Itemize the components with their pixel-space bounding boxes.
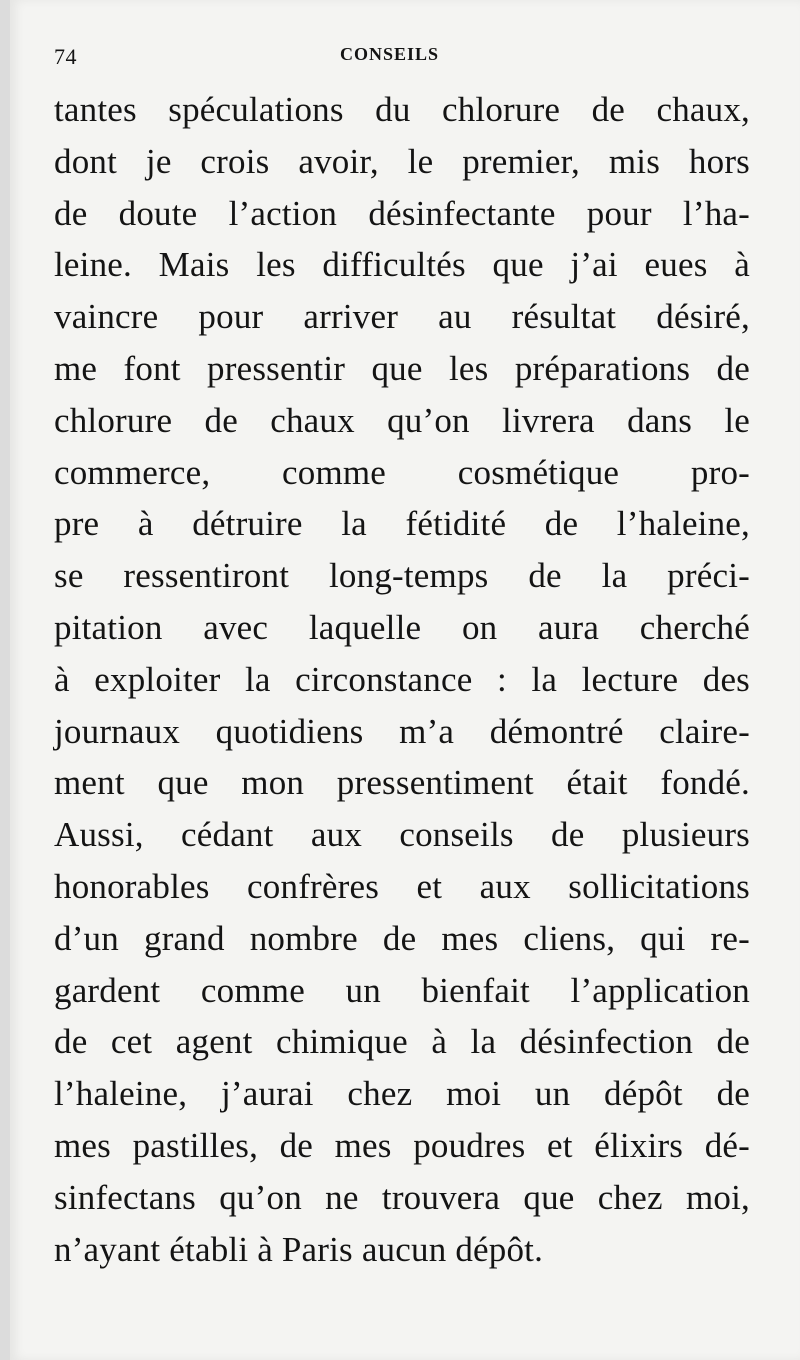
- text-line: ment que mon pressentiment était fondé.: [54, 763, 750, 803]
- text-line: journaux quotidiens m’a démontré claire-: [54, 711, 750, 751]
- page-number: 74: [54, 44, 77, 69]
- text-line: leine. Mais les difficultés que j’ai eues à: [54, 245, 750, 285]
- text-line: à exploiter la circonstance : la lecture des: [54, 659, 750, 699]
- running-title: CONSEILS: [340, 44, 440, 64]
- text-line: mes pastilles, de mes poudres et élixirs dé-: [54, 1125, 750, 1165]
- text-line: d’un grand nombre de mes cliens, qui re-: [54, 918, 750, 958]
- text-line: de doute l’action désinfectante pour l’ha-: [54, 193, 750, 233]
- text-line: Aussi, cédant aux conseils de plusieurs: [54, 815, 750, 855]
- text-line: dont je crois avoir, le premier, mis hors: [54, 141, 750, 181]
- text-line: vaincre pour arriver au résultat désiré,: [54, 297, 750, 337]
- page-header: [0, 38, 800, 74]
- body-text: [54, 84, 750, 1275]
- text-line: commerce, comme cosmétique pro-: [54, 452, 750, 492]
- text-line: sinfectans qu’on ne trouvera que chez moi,: [54, 1177, 750, 1217]
- text-line: gardent comme un bienfait l’application: [54, 970, 750, 1010]
- text-line: l’haleine, j’aurai chez moi un dépôt de: [54, 1074, 750, 1114]
- text-line: se ressentiront long-temps de la préci-: [54, 556, 750, 596]
- text-line: me font pressentir que les préparations de: [54, 348, 750, 388]
- text-line: pre à détruire la fétidité de l’haleine,: [54, 504, 750, 544]
- text-line-last: n’ayant établi à Paris aucun dépôt.: [54, 1229, 544, 1269]
- text-line: pitation avec laquelle on aura cherché: [54, 607, 750, 647]
- page-gutter: [0, 0, 10, 1360]
- text-line: de cet agent chimique à la désinfection de: [54, 1022, 750, 1062]
- text-line: tantes spéculations du chlorure de chaux,: [54, 90, 750, 129]
- text-line: honorables confrères et aux sollicitations: [54, 866, 750, 906]
- text-line: chlorure de chaux qu’on livrera dans le: [54, 400, 750, 440]
